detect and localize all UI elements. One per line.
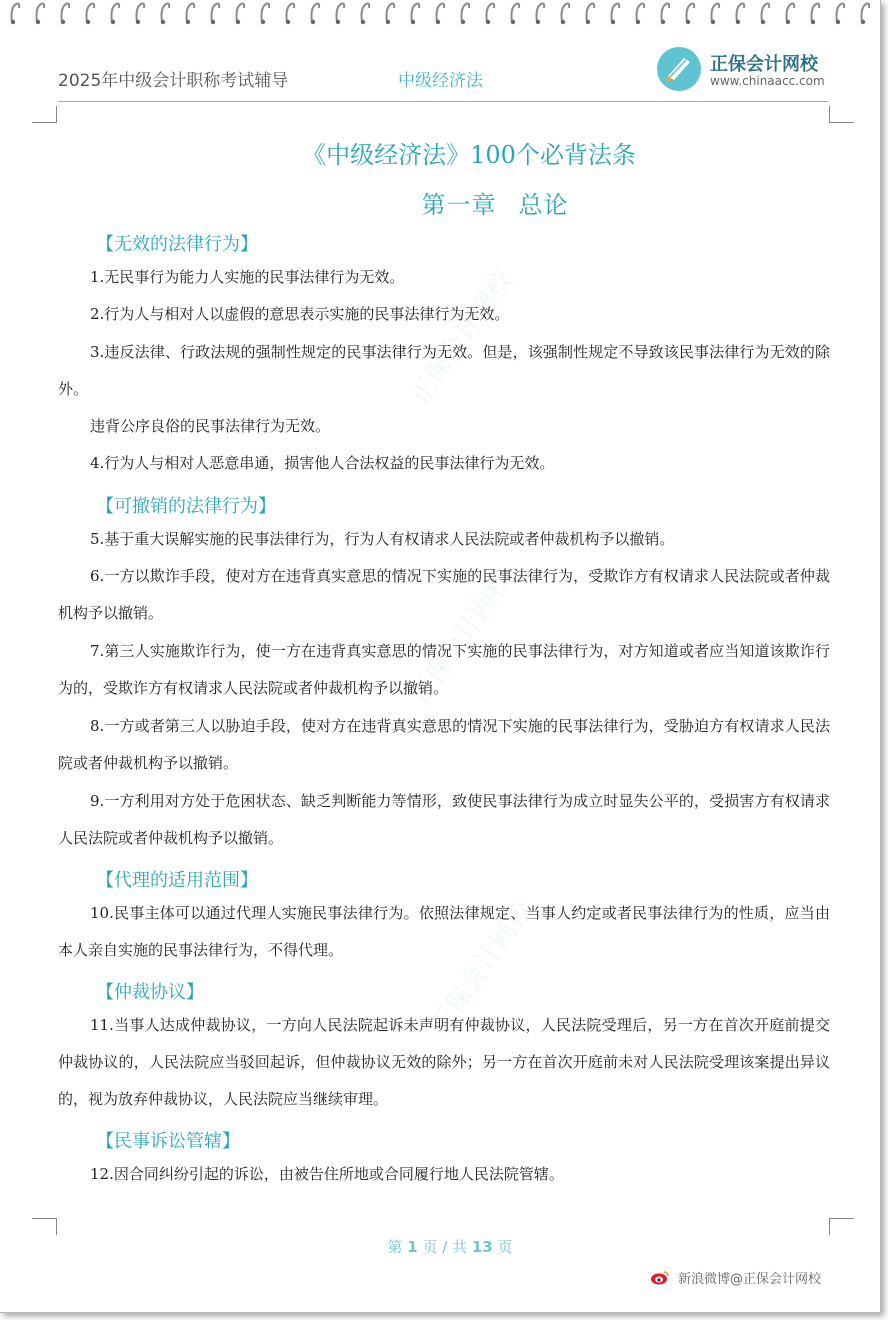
spiral-ring	[412, 4, 420, 23]
spiral-hole	[661, 20, 665, 24]
chapter-number: 第一章	[421, 191, 497, 219]
spiral-hole	[811, 20, 815, 24]
paragraph: 2.行为人与相对人以虚假的意思表示实施的民事法律行为无效。	[90, 305, 510, 323]
weibo-icon	[650, 1269, 670, 1285]
brand-name: 正保会计网校	[710, 54, 818, 75]
corner-mark-top-right	[829, 106, 854, 123]
spiral-binding	[0, 0, 880, 28]
document-title: 《中级经济法》100个必背法条	[302, 141, 636, 169]
paragraph: 违背公序良俗的民事法律行为无效。	[90, 417, 331, 435]
spiral-ring	[237, 4, 245, 23]
spiral-hole	[461, 20, 465, 24]
spiral-hole	[486, 20, 490, 24]
spiral-hole	[111, 20, 115, 24]
spiral-ring	[687, 4, 695, 23]
spiral-ring	[562, 4, 570, 23]
spiral-ring	[837, 4, 845, 23]
spiral-hole	[386, 20, 390, 24]
section-heading: 【可撤销的法律行为】	[96, 496, 276, 517]
spiral-hole	[711, 20, 715, 24]
spiral-ring	[287, 4, 295, 23]
spiral-hole	[186, 20, 190, 24]
spiral-hole	[361, 20, 365, 24]
spiral-ring	[612, 4, 620, 23]
spiral-ring	[537, 4, 545, 23]
spiral-ring	[812, 4, 820, 23]
brand-logo	[656, 46, 856, 96]
spiral-hole	[636, 20, 640, 24]
spiral-hole	[11, 20, 15, 24]
footer-mid: 页 / 共	[422, 1238, 468, 1256]
spiral-ring	[787, 4, 795, 23]
spiral-ring	[737, 4, 745, 23]
corner-mark-top-left	[32, 106, 57, 123]
chapter-heading	[0, 185, 888, 220]
header-subject: 中级经济法	[398, 71, 483, 91]
brand-url: www.chinaacc.com	[710, 74, 825, 88]
footer-prefix: 第	[387, 1238, 403, 1256]
spiral-ring	[512, 4, 520, 23]
paragraph: 9.一方利用对方处于危困状态、缺乏判断能力等情形，致使民事法律行为成立时显失公平的，受损害方有权请求人民法院或者仲裁机构予以撤销。	[58, 792, 830, 847]
paragraph: 11.当事人达成仲裁协议，一方向人民法院起诉未声明有仲裁协议，人民法院受理后，另一方在首次开庭前提交仲裁协议的，人民法院应当驳回起诉，但仲裁协议无效的除外；另一方在首次开庭前未对人民法院受理该案提出异议的，视为放弃仲裁协议，人民法院应当继续审理。	[58, 1016, 830, 1108]
spiral-ring	[137, 4, 145, 23]
section-heading: 【代理的适用范围】	[96, 870, 258, 891]
paragraph: 8.一方或者第三人以胁迫手段，使对方在违背真实意思的情况下实施的民事法律行为，受胁迫方有权请求人民法院或者仲裁机构予以撤销。	[58, 717, 830, 772]
paragraph: 3.违反法律、行政法规的强制性规定的民事法律行为无效。但是，该强制性规定不导致该民事法律行为无效的除外。	[58, 343, 830, 398]
spiral-ring	[162, 4, 170, 23]
spiral-hole	[86, 20, 90, 24]
spiral-hole	[211, 20, 215, 24]
watermark-3: 正保会计网校	[424, 895, 539, 1041]
spiral-ring	[662, 4, 670, 23]
paragraph: 10.民事主体可以通过代理人实施民事法律行为。依照法律规定、当事人约定或者民事法律行为的性质，应当由本人亲自实施的民事法律行为，不得代理。	[58, 904, 830, 959]
spiral-hole	[511, 20, 515, 24]
spiral-hole	[611, 20, 615, 24]
spiral-ring	[212, 4, 220, 23]
paragraph: 6.一方以欺诈手段，使对方在违背真实意思的情况下实施的民事法律行为，受欺诈方有权请求人民法院或者仲裁机构予以撤销。	[58, 567, 830, 622]
brand-logo-icon	[656, 46, 702, 92]
total-pages: 13	[471, 1238, 493, 1256]
spiral-hole	[286, 20, 290, 24]
spiral-hole	[411, 20, 415, 24]
page-number-footer	[0, 1236, 888, 1257]
spiral-hole	[836, 20, 840, 24]
spiral-ring	[487, 4, 495, 23]
spiral-ring	[337, 4, 345, 23]
spiral-hole	[736, 20, 740, 24]
spiral-hole	[686, 20, 690, 24]
spiral-ring	[462, 4, 470, 23]
spiral-ring	[712, 4, 720, 23]
spiral-hole	[436, 20, 440, 24]
spiral-ring	[87, 4, 95, 23]
spiral-hole	[161, 20, 165, 24]
chapter-name: 总论	[518, 191, 569, 219]
spiral-ring	[862, 4, 870, 23]
spiral-ring	[387, 4, 395, 23]
spiral-hole	[586, 20, 590, 24]
spiral-ring	[312, 4, 320, 23]
corner-mark-bottom-left	[32, 1218, 57, 1235]
spiral-ring	[187, 4, 195, 23]
spiral-ring	[762, 4, 770, 23]
spiral-ring	[112, 4, 120, 23]
spiral-hole	[786, 20, 790, 24]
spiral-hole	[336, 20, 340, 24]
spiral-hole	[36, 20, 40, 24]
spiral-ring	[262, 4, 270, 23]
spiral-hole	[536, 20, 540, 24]
footer-suffix: 页	[497, 1238, 513, 1256]
spiral-hole	[561, 20, 565, 24]
header-course-title: 2025年中级会计职称考试辅导	[58, 71, 289, 91]
corner-mark-bottom-right	[829, 1218, 854, 1235]
watermark-1: 正保会计网校	[404, 265, 519, 411]
paragraph: 1.无民事行为能力人实施的民事法律行为无效。	[90, 268, 405, 286]
weibo-handle: 新浪微博@正保会计网校	[678, 1272, 822, 1287]
section-heading: 【民事诉讼管辖】	[96, 1131, 240, 1152]
header-divider	[58, 101, 828, 102]
section-heading: 【无效的法律行为】	[96, 234, 258, 255]
current-page: 1	[407, 1238, 418, 1256]
spiral-ring	[62, 4, 70, 23]
spiral-hole	[761, 20, 765, 24]
spiral-hole	[311, 20, 315, 24]
spiral-ring	[587, 4, 595, 23]
spiral-ring	[637, 4, 645, 23]
spiral-hole	[136, 20, 140, 24]
spiral-hole	[861, 20, 865, 24]
spiral-hole	[61, 20, 65, 24]
spiral-ring	[37, 4, 45, 23]
paragraph: 7.第三人实施欺诈行为，使一方在违背真实意思的情况下实施的民事法律行为，对方知道或者应当知道该欺诈行为的，受欺诈方有权请求人民法院或者仲裁机构予以撤销。	[58, 642, 830, 697]
spiral-ring	[362, 4, 370, 23]
section-heading: 【仲裁协议】	[96, 982, 204, 1003]
spiral-ring	[12, 4, 20, 23]
paragraph: 5.基于重大误解实施的民事法律行为，行为人有权请求人民法院或者仲裁机构予以撤销。	[90, 530, 675, 548]
spiral-hole	[261, 20, 265, 24]
paragraph: 4.行为人与相对人恶意串通，损害他人合法权益的民事法律行为无效。	[90, 454, 555, 472]
spiral-hole	[236, 20, 240, 24]
watermark-2: 正保会计网校	[404, 565, 519, 711]
spiral-ring	[437, 4, 445, 23]
paragraph: 12.因合同纠纷引起的诉讼，由被告住所地或合同履行地人民法院管辖。	[90, 1165, 564, 1183]
